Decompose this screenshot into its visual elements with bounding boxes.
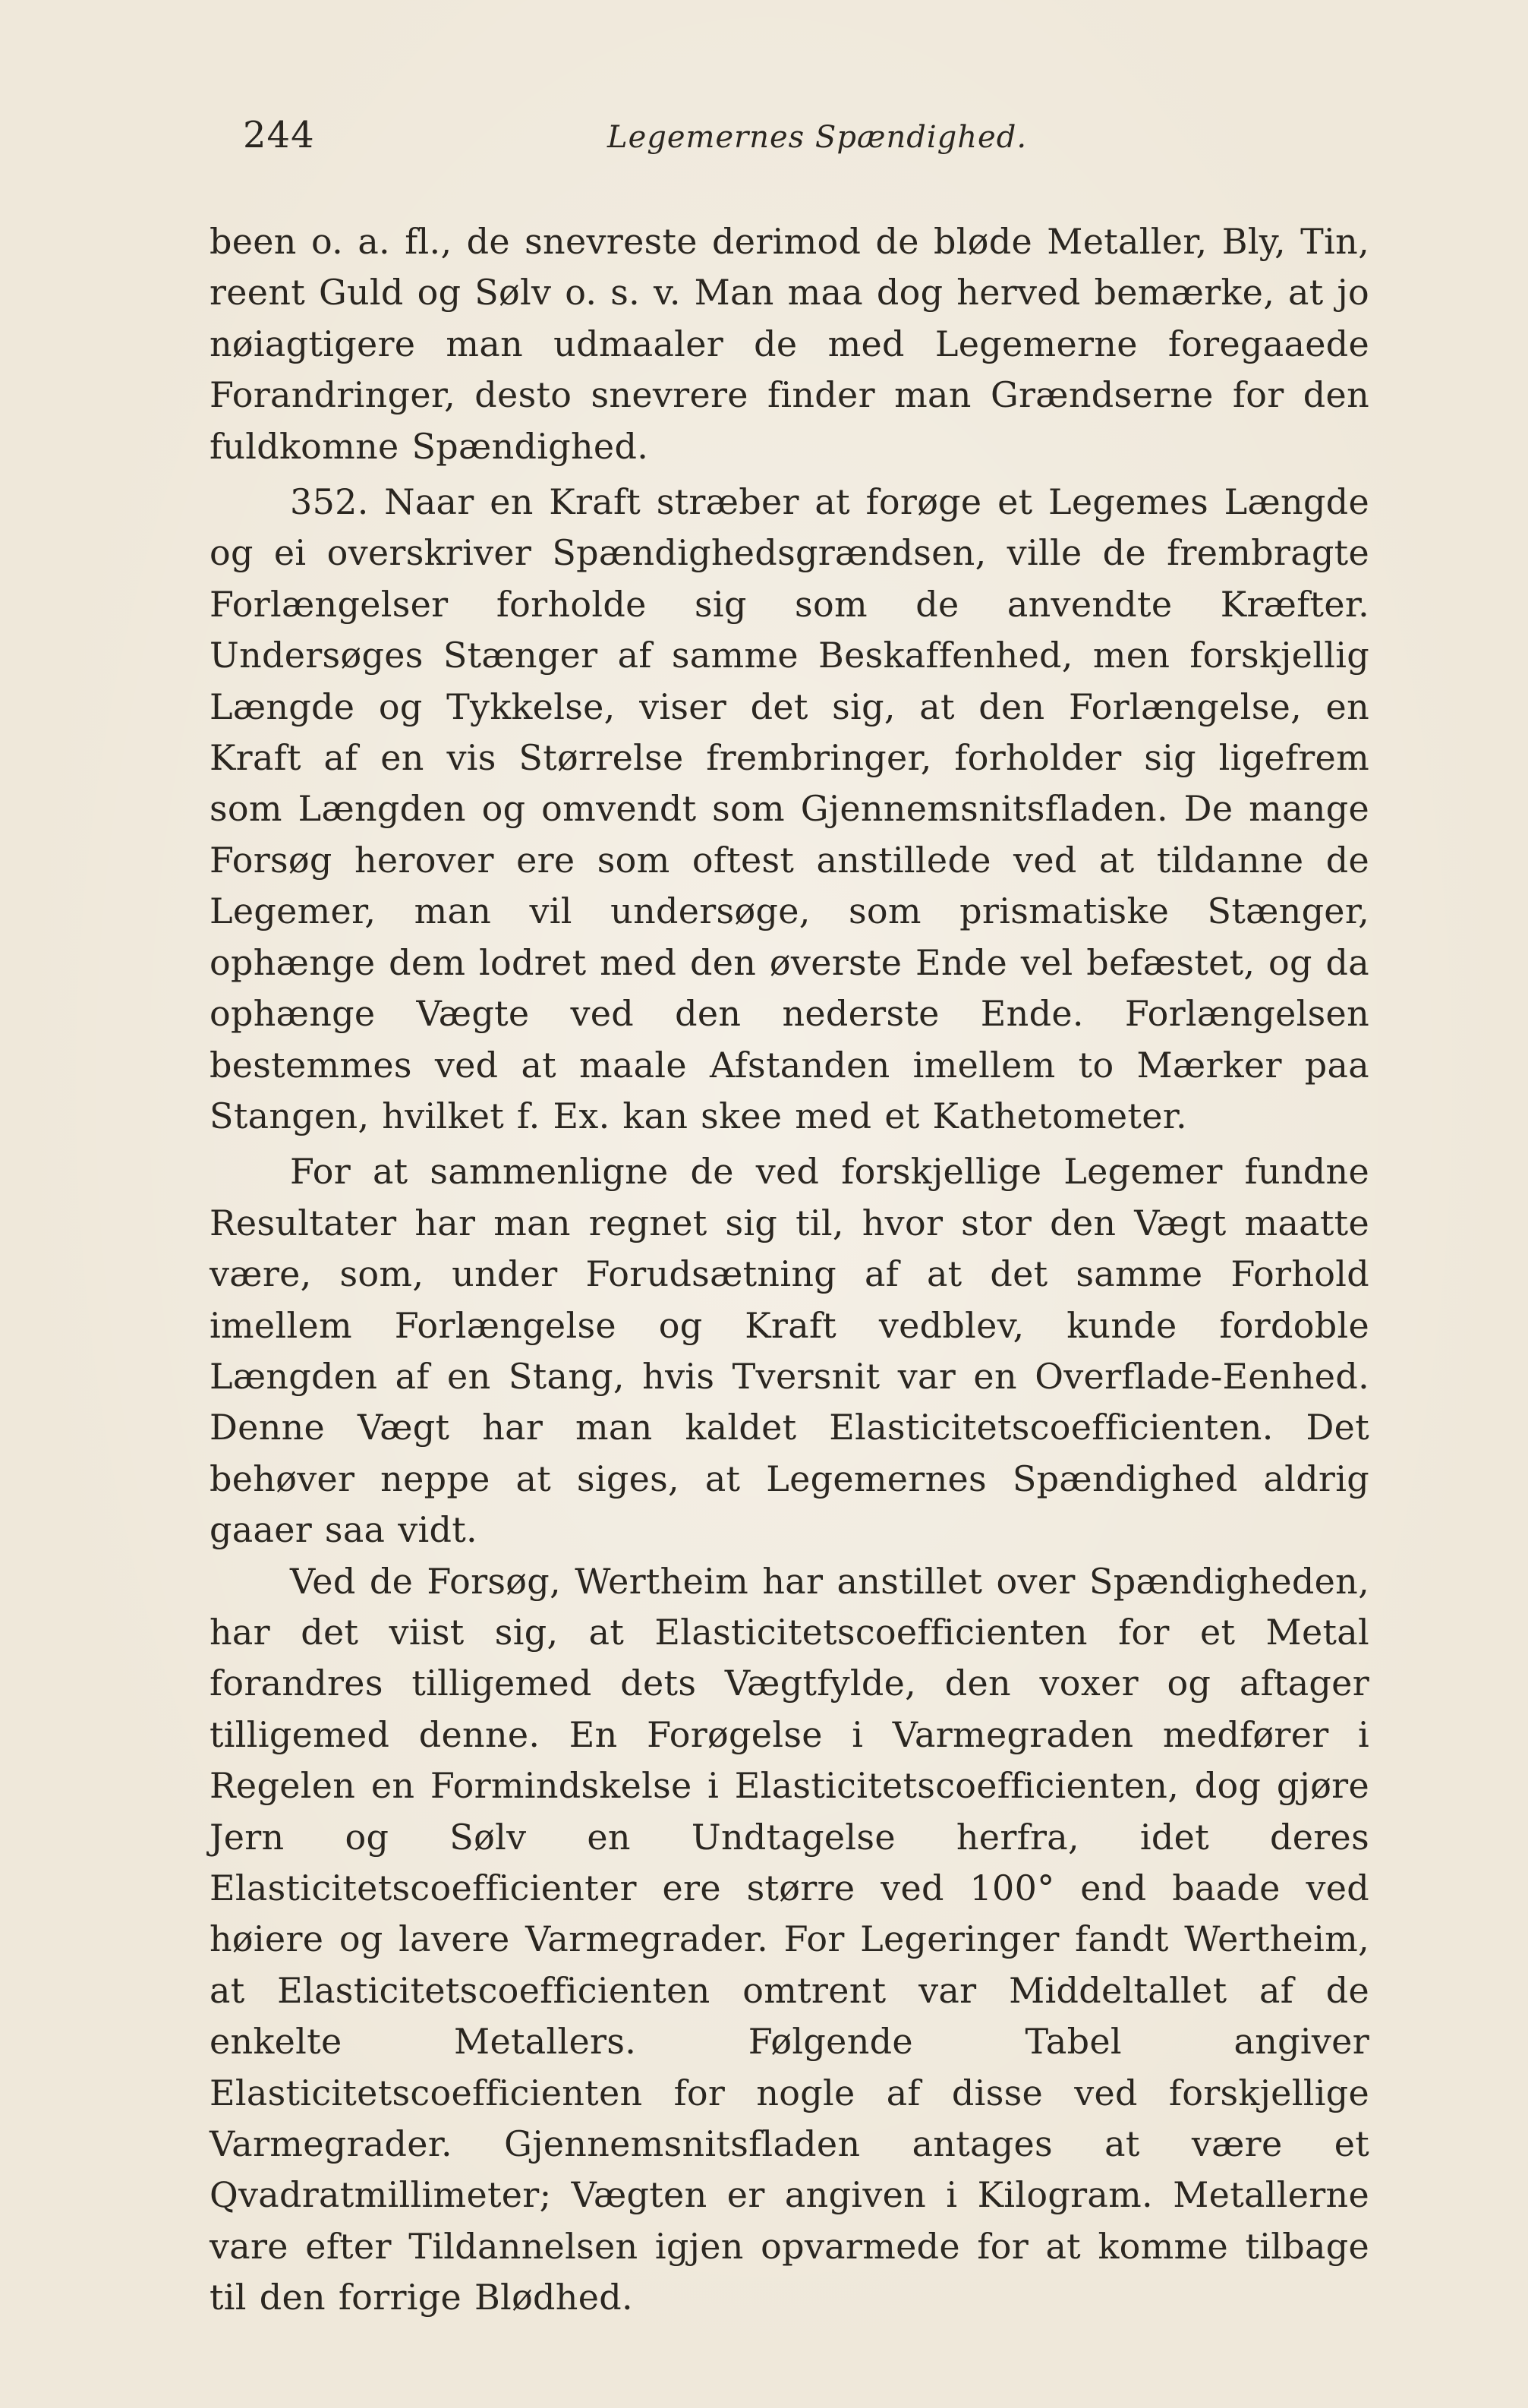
paragraph-section-352: 352. Naar en Kraft stræber at forøge et Legemes Længde og ei overskriver Spændighedsgrændsen, ville de frembragte Forlængelser forholde sig som de anvendte Kræfter. Undersøges Stænger af samme Beskaffenhed, men forskjellig Længde og Tykkelse, viser det sig, at den Forlængelse, en Kraft af en vis Størrelse frembringer, forholder sig ligefrem som Længden og omvendt som Gjennemsnitsfladen. De mange Forsøg herover ere som oftest anstillede ved at tildanne de Legemer, man vil undersøge, som prismatiske Stænger, ophænge dem lodret med den øverste Ende vel befæstet, og da ophænge Vægte ved den nederste Ende. Forlængelsen bestemmes ved at maale Afstanden imellem to Mærker paa Stangen, hvilket f. Ex. kan skee med et Kathetometer.: [210, 481, 1369, 1136]
page-number: 244: [243, 114, 315, 156]
paragraph-wertheim: Ved de Forsøg, Wertheim har anstillet over Spændigheden, har det viist sig, at Elasticitetscoefficienten for et Metal forandres tilligemed dets Vægtfylde, den voxer og aftager tilligemed denne. En Forøgelse i Varmegraden medfører i Regelen en Formindskelse i Elasticitetscoefficienten, dog gjøre Jern og Sølv en Undtagelse herfra, idet deres Elasticitetscoefficienter ere større ved 100° end baade ved høiere og lavere Varmegrader. For Legeringer fandt Wertheim, at Elasticitetscoefficienten omtrent var Middeltallet af de enkelte Metallers. Følgende Tabel angiver Elasticitetscoefficienten for nogle af disse ved forskjellige Varmegrader. Gjennemsnitsfladen antages at være et Qvadratmillimeter; Vægten er angiven i Kilogram. Metallerne vare efter Tildannelsen igjen opvarmede for at komme tilbage til den forrige Blødhed.: [210, 1560, 1369, 2318]
paragraph-elasticity-coefficient: For at sammenligne de ved forskjellige Legemer fundne Resultater har man regnet sig til, hvor stor den Vægt maatte være, som, under Forudsætning af at det samme Forhold imellem Forlængelse og Kraft vedblev, kunde fordoble Længden af en Stang, hvis Tversnit var en Overflade-Eenhed. Denne Vægt har man kaldet Elasticitetscoefficienten. Det behøver neppe at siges, at Legemernes Spændighed aldrig gaaer saa vidt.: [210, 1151, 1369, 1551]
running-head: [243, 114, 1363, 167]
running-title: Legemernes Spændighed.: [607, 120, 1028, 155]
body-text: [210, 216, 1369, 2324]
paragraph-continuation: been o. a. fl., de snevreste derimod de bløde Metaller, Bly, Tin, reent Guld og Sølv o. s. v. Man maa dog herved bemærke, at jo nøiagtigere man udmaaler de med Legemerne foregaaede Forandringer, desto snevrere finder man Grændserne for den fuldkomne Spændighed.: [210, 221, 1369, 467]
